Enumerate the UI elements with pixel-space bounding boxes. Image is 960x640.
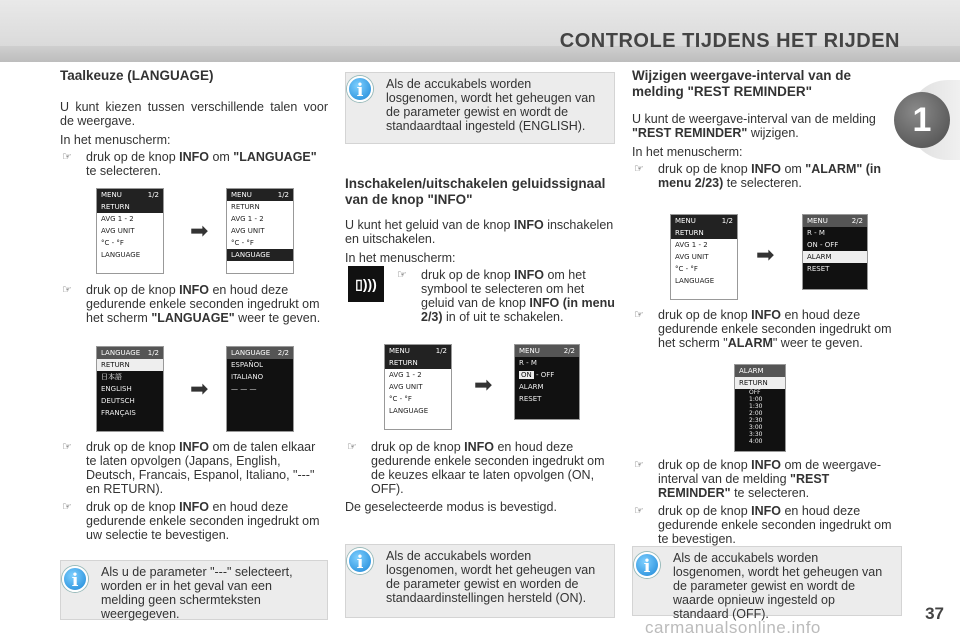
page-title: CONTROLE TIJDENS HET RIJDEN bbox=[559, 30, 900, 52]
info-icon: i bbox=[347, 76, 373, 102]
col-language-2 bbox=[60, 283, 328, 329]
col-reminder bbox=[632, 68, 902, 194]
interval-item: 4:00 bbox=[749, 438, 763, 445]
bullet-icon: ☞ bbox=[62, 151, 72, 163]
step: ☞ druk op de knop INFO om "ALARM" (in menu 2/23) te selecteren. bbox=[634, 162, 882, 190]
step: ☞ druk op de knop INFO om de talen elkaar te laten opvolgen (Japans, English, Deutsch, Francais, Espanol, Italiano, "---" en RETURN). bbox=[62, 440, 316, 496]
speaker-icon: ▯))) bbox=[348, 266, 384, 302]
bullet-icon: ☞ bbox=[634, 505, 644, 517]
bullet-icon: ☞ bbox=[62, 284, 72, 296]
screen-language: LANGUAGE 2/2 ESPAÑOL ITALIANO — — — bbox=[226, 346, 294, 432]
step: ☞ druk op de knop INFO en houd deze gedurende enkele seconden ingedrukt om uw selectie te bevestigen. bbox=[62, 500, 320, 542]
info-icon: i bbox=[347, 548, 373, 574]
bullet-icon: ☞ bbox=[62, 501, 72, 513]
confirm-text: De geselecteerde modus is bevestigd. bbox=[345, 500, 557, 514]
bullet-icon: ☞ bbox=[634, 163, 644, 175]
menu-label: In het menuscherm: bbox=[632, 145, 743, 159]
bullet-icon: ☞ bbox=[347, 441, 357, 453]
screen-menu: MENU 1/2 RETURN AVG 1 - 2 AVG UNIT °C - °F LANGUAGE bbox=[226, 188, 294, 274]
bullet-icon: ☞ bbox=[634, 309, 644, 321]
col-reminder-3 bbox=[632, 458, 902, 550]
step: ☞ druk op de knop INFO en houd deze gedurende enkele seconden ingedrukt om te bevestigen. bbox=[634, 504, 892, 546]
language-heading: Taalkeuze (LANGUAGE) bbox=[60, 68, 214, 83]
step: ☞ druk op de knop INFO en houd deze gedurende enkele seconden ingedrukt om het scherm "LANGUAGE" weer te geven. bbox=[62, 283, 321, 325]
screen-menu: MENU 1/2 RETURN AVG 1 - 2 AVG UNIT °C - °F LANGUAGE bbox=[384, 344, 452, 430]
screen-alarm: ALARM RETURN OFF 1:00 1:30 2:00 2:30 3:00 3:30 4:00 bbox=[734, 364, 786, 452]
step: ☞ druk op de knop INFO en houd deze gedurende enkele seconden ingedrukt om de keuzes elkaar te laten opvolgen (ON, OFF). bbox=[347, 440, 605, 496]
arrow-icon: ➡ bbox=[756, 242, 775, 267]
bullet-icon: ☞ bbox=[634, 459, 644, 471]
note-box: Als de accukabels worden losgenomen, wordt het geheugen van de parameter gewist en worden de standaardinstellingen hersteld (ON). bbox=[345, 544, 615, 618]
interval-item: OFF bbox=[749, 389, 761, 396]
screen-language: LANGUAGE 1/2 RETURN 日本語 ENGLISH DEUTSCH FRANÇAIS bbox=[96, 346, 164, 432]
step: ☞ druk op de knop INFO en houd deze gedurende enkele seconden ingedrukt om het scherm "ALARM" weer te geven. bbox=[634, 308, 892, 350]
step: ☞ druk op de knop INFO om de weergave-interval van de melding "REST REMINDER" te selecteren. bbox=[634, 458, 882, 500]
interval-item: 2:30 bbox=[749, 417, 763, 424]
col-language-3 bbox=[60, 440, 328, 546]
interval-item: 2:00 bbox=[749, 410, 763, 417]
col-sound-2 bbox=[345, 440, 615, 519]
page-number: 37 bbox=[925, 604, 944, 623]
screen-menu-2: MENU 2/2 R - M ON - OFF ALARM RESET bbox=[514, 344, 580, 420]
info-icon: i bbox=[62, 566, 88, 592]
interval-item: 3:00 bbox=[749, 424, 763, 431]
interval-item: 1:00 bbox=[749, 396, 763, 403]
interval-item: 1:30 bbox=[749, 403, 763, 410]
col-language bbox=[60, 68, 328, 182]
screen-menu-2: MENU 2/2 R - M ON - OFF ALARM RESET bbox=[802, 214, 868, 290]
watermark: carmanualsonline.info bbox=[645, 618, 821, 637]
menu-label: In het menuscherm: bbox=[345, 251, 456, 265]
reminder-heading: Wijzigen weergave-interval van de melding "REST REMINDER" bbox=[632, 68, 851, 99]
arrow-icon: ➡ bbox=[474, 372, 493, 397]
note-box: Als de accukabels worden losgenomen, wordt het geheugen van de parameter gewist en wordt de waarde opnieuw ingesteld op standaard (OFF). bbox=[632, 546, 902, 616]
interval-list bbox=[735, 389, 785, 445]
note-box: Als de accukabels worden losgenomen, wordt het geheugen van de parameter gewist en wordt de standaardtaal ingesteld (ENGLISH). bbox=[345, 72, 615, 144]
step: ☞ druk op de knop INFO om het symbool te selecteren om het geluid van de knop INFO (in menu 2/3) in of uit te schakelen. bbox=[397, 268, 615, 324]
col-reminder-2 bbox=[632, 308, 902, 354]
reminder-intro: U kunt de weergave-interval van de melding "REST REMINDER" wijzigen. bbox=[632, 112, 876, 140]
col-sound bbox=[345, 176, 615, 328]
interval-item: 3:30 bbox=[749, 431, 763, 438]
sound-intro: U kunt het geluid van de knop INFO inschakelen en uitschakelen. bbox=[345, 218, 614, 246]
language-intro: U kunt kiezen tussen verschillende talen voor de weergave. bbox=[60, 100, 328, 128]
screen-menu: MENU 1/2 RETURN AVG 1 - 2 AVG UNIT °C - °F LANGUAGE bbox=[96, 188, 164, 274]
bullet-icon: ☞ bbox=[62, 441, 72, 453]
note-box: Als u de parameter "---" selecteert, worden er in het geval van een melding geen schermteksten weergegeven. bbox=[60, 560, 328, 620]
arrow-icon: ➡ bbox=[190, 376, 209, 401]
menu-label: In het menuscherm: bbox=[60, 133, 171, 147]
step: ☞ druk op de knop INFO om "LANGUAGE" te selecteren. bbox=[62, 150, 317, 178]
screen-menu: MENU 1/2 RETURN AVG 1 - 2 AVG UNIT °C - °F LANGUAGE bbox=[670, 214, 738, 300]
info-icon: i bbox=[634, 552, 660, 578]
bullet-icon: ☞ bbox=[397, 269, 407, 281]
chapter-badge: 1 bbox=[894, 92, 950, 148]
sound-heading: Inschakelen/uitschakelen geluidssignaal van de knop "INFO" bbox=[345, 176, 606, 207]
arrow-icon: ➡ bbox=[190, 218, 209, 243]
